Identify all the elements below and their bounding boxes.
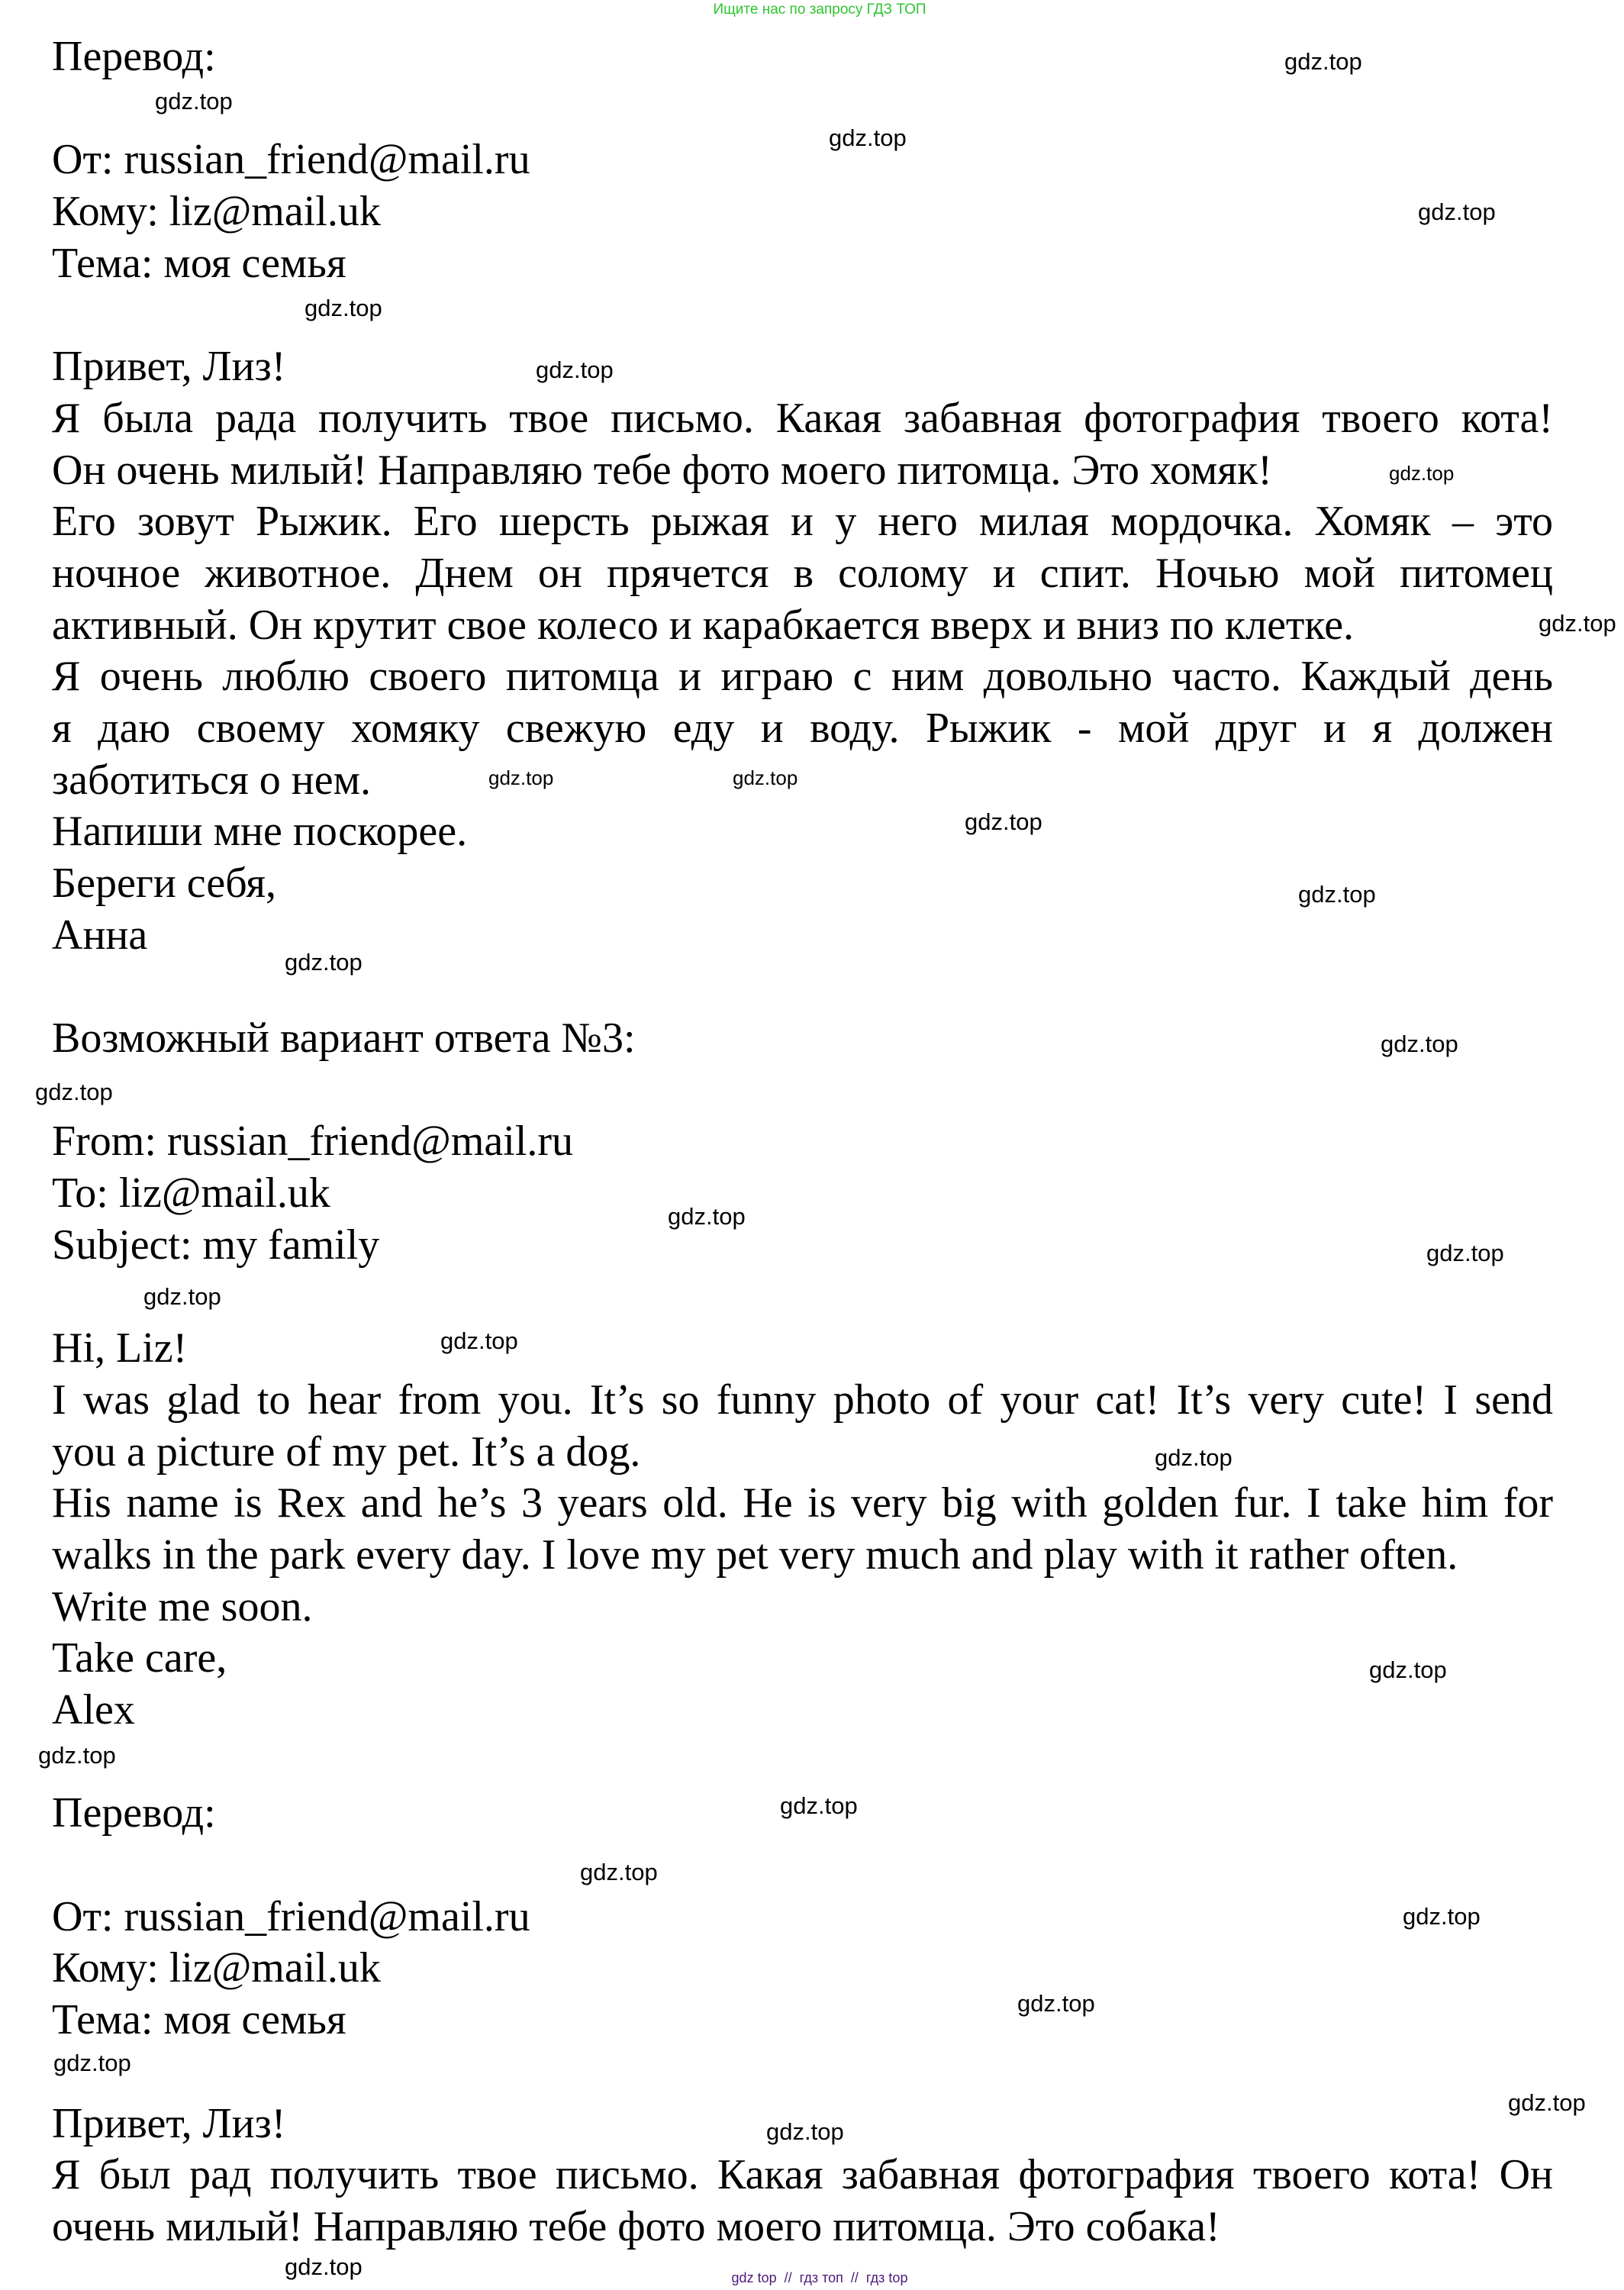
text-line: Write me soon.: [52, 1582, 313, 1630]
signature: Alex: [52, 1686, 135, 1734]
text-line: Я был рад получить твое письмо. Какая забавная фотография твоего кота! Он: [52, 2151, 1553, 2199]
watermark: gdz.top: [733, 766, 798, 789]
text-line: Его зовут Рыжик. Его шерсть рыжая и у него милая мордочка. Хомяк – это: [52, 498, 1553, 546]
watermark: gdz.top: [1369, 1656, 1447, 1683]
text-line: активный. Он крутит свое колесо и карабкается вверх и вниз по клетке.: [52, 601, 1355, 649]
watermark: gdz.top: [1389, 462, 1455, 485]
watermark: gdz.top: [1426, 1240, 1504, 1266]
watermark: gdz.top: [829, 124, 907, 151]
watermark: gdz.top: [668, 1203, 746, 1230]
text-line: ночное животное. Днем он прячется в солому и спит. Ночью мой питомец: [52, 549, 1553, 597]
text-line: Я очень люблю своего питомца и играю с ним довольно часто. Каждый день: [52, 653, 1553, 701]
watermark: gdz.top: [488, 766, 554, 789]
watermark: gdz.top: [285, 949, 362, 976]
watermark: gdz.top: [1017, 1990, 1095, 2017]
section2-greeting: Hi, Liz!: [52, 1324, 188, 1372]
section2-to: To: liz@mail.uk: [52, 1169, 330, 1218]
text-line: I was glad to hear from you. It’s so funny photo of your cat! It’s very cute! I send: [52, 1376, 1553, 1424]
text-line: Он очень милый! Направляю тебе фото моего питомца. Это хомяк!: [52, 446, 1272, 494]
section2-from: From: russian_friend@mail.ru: [52, 1118, 574, 1166]
signature: Анна: [52, 911, 148, 959]
watermark: gdz.top: [780, 1792, 858, 1819]
watermark: gdz.top: [766, 2118, 844, 2145]
watermark: gdz.top: [440, 1327, 518, 1354]
text-line: His name is Rex and he’s 3 years old. He is very big with golden fur. I take him for: [52, 1479, 1553, 1527]
watermark: gdz.top: [1539, 610, 1616, 637]
text-line: Take care,: [52, 1634, 227, 1682]
watermark: gdz.top: [1508, 2089, 1586, 2116]
watermark: gdz.top: [1284, 48, 1362, 75]
watermark: gdz.top: [580, 1859, 658, 1885]
section1-subject: Тема: моя семья: [52, 239, 346, 287]
text-line: заботиться о нем.: [52, 756, 372, 804]
watermark: gdz.top: [1381, 1030, 1458, 1057]
text-line: Я была рада получить твое письмо. Какая забавная фотография твоего кота!: [52, 394, 1553, 442]
section1-from: От: russian_friend@mail.ru: [52, 136, 530, 184]
section3-greeting: Привет, Лиз!: [52, 2099, 286, 2147]
section3-to: Кому: liz@mail.uk: [52, 1944, 381, 1992]
section3-subject: Тема: моя семья: [52, 1996, 346, 2044]
watermark: gdz.top: [155, 88, 233, 114]
document-body: [52, 31, 1553, 2253]
watermark: gdz.top: [1403, 1903, 1481, 1930]
footer-note: gdz top // гдз топ // гдз top: [731, 2270, 908, 2285]
watermark: gdz.top: [35, 1079, 113, 1105]
watermark: gdz.top: [143, 1283, 221, 1310]
section3-title: Перевод:: [52, 1789, 216, 1837]
watermark: gdz.top: [1298, 881, 1376, 908]
text-line: я даю своему хомяку свежую еду и воду. Рыжик - мой друг и я должен: [52, 704, 1553, 752]
watermark: gdz.top: [53, 2050, 131, 2076]
section1-title: Перевод:: [52, 33, 216, 80]
text-line: you a picture of my pet. It’s a dog.: [52, 1427, 641, 1476]
watermark: gdz.top: [38, 1742, 116, 1769]
watermark: gdz.top: [1155, 1444, 1232, 1471]
text-line: Напиши мне поскорее.: [52, 808, 468, 856]
watermark: gdz.top: [965, 808, 1042, 835]
watermark: gdz.top: [285, 2253, 362, 2280]
text-line: walks in the park every day. I love my pet very much and play with it rather often.: [52, 1530, 1458, 1579]
section2-title: Возможный вариант ответа №3:: [52, 1014, 636, 1063]
watermark: gdz.top: [1418, 198, 1496, 225]
text-line: Береги себя,: [52, 860, 277, 907]
watermark: gdz.top: [304, 295, 382, 321]
watermark: gdz.top: [536, 356, 614, 383]
header-note: Ищите нас по запросу ГДЗ ТОП: [713, 2, 926, 18]
section2-subject: Subject: my family: [52, 1221, 380, 1269]
section3-from: От: russian_friend@mail.ru: [52, 1892, 530, 1940]
section1-greeting: Привет, Лиз!: [52, 343, 286, 391]
section1-to: Кому: liz@mail.uk: [52, 188, 381, 236]
text-line: очень милый! Направляю тебе фото моего питомца. Это собака!: [52, 2202, 1220, 2250]
